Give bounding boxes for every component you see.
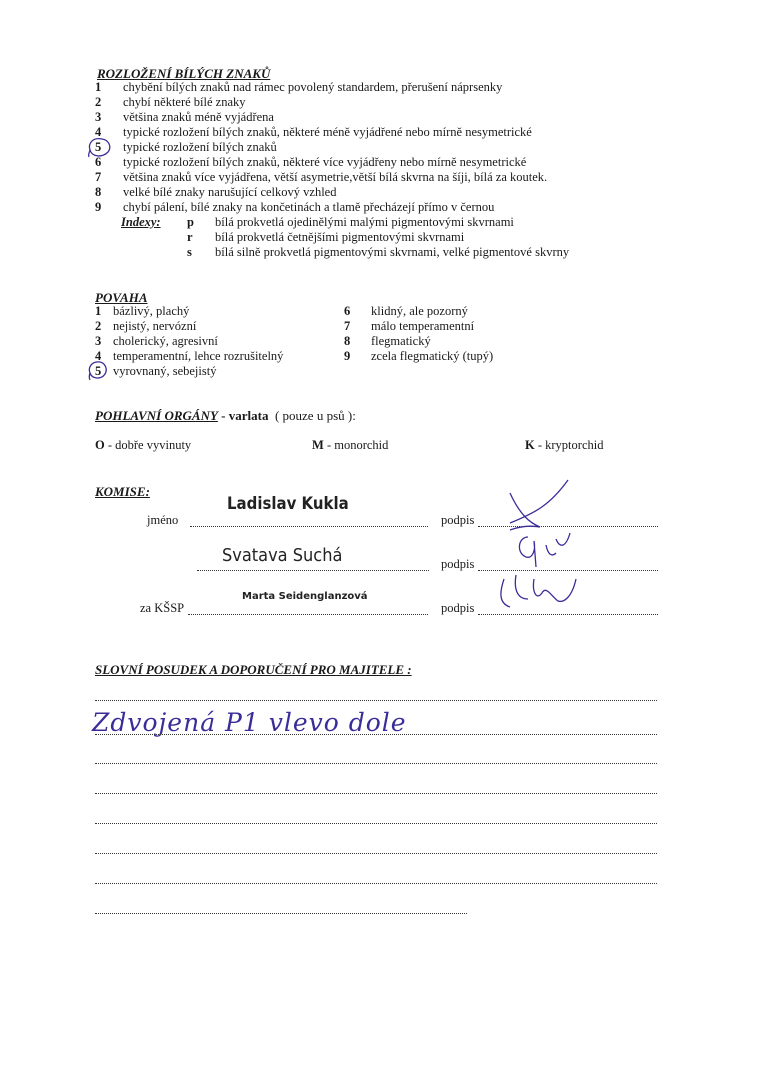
name-line (190, 525, 428, 527)
assessment-handwritten-text: Zdvojená P1 vlevo dole (92, 708, 407, 737)
name-line (197, 569, 429, 571)
index-item: s bílá silně prokvetlá pigmentovými skvrnami, velké pigmentové skvrny (187, 245, 570, 259)
white-marks-item: 1 chybění bílých znaků nad rámec povolený standardem, přerušení náprsenky (95, 80, 503, 94)
name-line (188, 613, 428, 615)
temperament-item: 2 nejistý, nervózní (95, 319, 197, 333)
white-marks-item: 9 chybí pálení, bílé znaky na končetinách a tlamě přecházejí přímo v černou (95, 200, 495, 214)
commission-member-stamp: Marta Seidenglanzová (242, 591, 368, 602)
white-marks-item: 8 velké bílé znaky narušující celkový vzhled (95, 185, 337, 199)
white-marks-item: 2 chybí některé bílé znaky (95, 95, 246, 109)
assessment-line (95, 822, 657, 824)
temperament-item: 5 vyrovnaný, sebejistý (95, 364, 217, 378)
organs-option: K - kryptorchid (525, 438, 604, 452)
white-marks-item: 3 většina znaků méně vyjádřena (95, 110, 274, 124)
selection-circle-icon (86, 136, 114, 160)
assessment-line (95, 699, 657, 701)
white-marks-heading: ROZLOŽENÍ BÍLÝCH ZNAKŮ (97, 66, 271, 81)
temperament-heading: POVAHA (95, 290, 148, 305)
commission-member-stamp: Ladislav Kukla (227, 494, 349, 514)
assessment-line (95, 882, 657, 884)
temperament-item: 6 klidný, ale pozorný (344, 304, 468, 318)
temperament-item: 1 bázlivý, plachý (95, 304, 190, 318)
signature-scribbles-icon (480, 475, 590, 625)
organs-option: M - monorchid (312, 438, 389, 452)
signature-label: podpis (441, 557, 475, 571)
index-item: r bílá prokvetlá četnějšími pigmentovými skvrnami (187, 230, 465, 244)
white-marks-item: 7 většina znaků více vyjádřena, větší asymetrie,větší bílá skvrna na šíji, bílá za koutek. (95, 170, 548, 184)
white-marks-item: 6 typické rozložení bílých znaků, některé více vyjádřeny nebo mírně nesymetrické (95, 155, 527, 169)
white-marks-item: 4 typické rozložení bílých znaků, některé méně vyjádřené nebo mírně nesymetrické (95, 125, 532, 139)
selection-circle-icon (86, 360, 110, 382)
index-item: p bílá prokvetlá ojedinělými malými pigmentovými skvrnami (187, 215, 514, 229)
assessment-line (95, 912, 467, 914)
organs-header: POHLAVNÍ ORGÁNY - varlata ( pouze u psů ): (95, 408, 356, 423)
commission-heading: KOMISE: (95, 484, 150, 499)
assessment-line (95, 852, 657, 854)
assessment-line (95, 733, 657, 735)
assessment-line (95, 762, 657, 764)
name-label: jméno (147, 513, 179, 527)
temperament-item: 8 flegmatický (344, 334, 431, 348)
temperament-item: 3 cholerický, agresivní (95, 334, 218, 348)
assessment-line (95, 792, 657, 794)
organs-option: O - dobře vyvinuty (95, 438, 192, 452)
commission-member-stamp: Svatava Suchá (222, 545, 343, 566)
kssp-label: za KŠSP (140, 601, 185, 615)
assessment-heading: SLOVNÍ POSUDEK A DOPORUČENÍ PRO MAJITELE : (95, 662, 412, 677)
temperament-item: 9 zcela flegmatický (tupý) (344, 349, 494, 363)
temperament-item: 4 temperamentní, lehce rozrušitelný (95, 349, 284, 363)
signature-label: podpis (441, 601, 475, 615)
signature-label: podpis (441, 513, 475, 527)
indexy-label: Indexy: (121, 215, 161, 229)
white-marks-item: 5 typické rozložení bílých znaků (95, 140, 277, 154)
temperament-item: 7 málo temperamentní (344, 319, 475, 333)
